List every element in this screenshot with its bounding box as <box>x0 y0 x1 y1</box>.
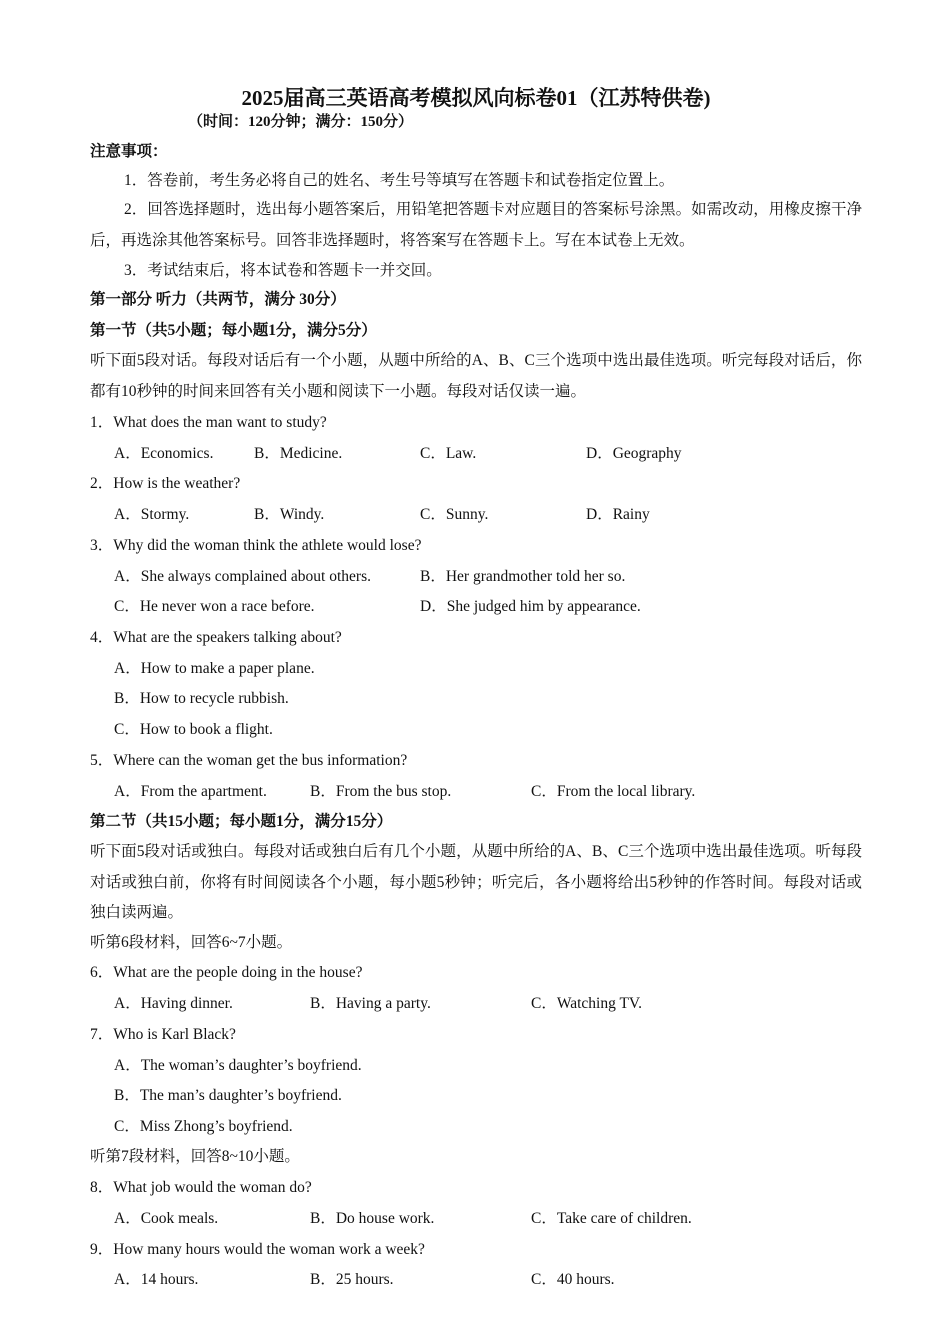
q3-option-d: D．She judged him by appearance. <box>420 598 641 615</box>
question-2-stem: 2．How is the weather? <box>90 475 241 492</box>
note-item-1: 1．答卷前，考生务必将自己的姓名、考生号等填写在答题卡和试卷指定位置上。 <box>124 172 675 189</box>
exam-subtitle: （时间：120分钟；满分：150分） <box>188 114 414 130</box>
question-8-stem: 8．What job would the woman do? <box>90 1179 312 1196</box>
question-6-stem: 6．What are the people doing in the house? <box>90 964 363 981</box>
q2-option-a: A．Stormy. <box>114 506 190 523</box>
q9-option-a: A．14 hours. <box>114 1271 199 1288</box>
note-item-3: 3．考试结束后，将本试卷和答题卡一并交回。 <box>124 262 442 279</box>
q7-option-a: A．The woman’s daughter’s boyfriend. <box>114 1057 362 1074</box>
question-3-stem: 3．Why did the woman think the athlete would lose? <box>90 537 422 554</box>
exam-title: 2025届高三英语高考模拟风向标卷01（江苏特供卷) <box>241 86 711 110</box>
q1-option-b: B．Medicine. <box>254 445 343 462</box>
q3-option-a: A．She always complained about others. <box>114 568 371 585</box>
q6-option-a: A．Having dinner. <box>114 995 233 1012</box>
question-1-stem: 1．What does the man want to study? <box>90 414 327 431</box>
q4-option-c: C．How to book a flight. <box>114 721 273 738</box>
question-9-stem: 9．How many hours would the woman work a week? <box>90 1241 425 1258</box>
part1-heading: 第一部分 听力（共两节，满分 30分） <box>90 291 346 308</box>
q8-option-b: B．Do house work. <box>310 1210 435 1227</box>
question-5-stem: 5．Where can the woman get the bus information? <box>90 752 408 769</box>
q4-option-b: B．How to recycle rubbish. <box>114 690 289 707</box>
q9-option-b: B．25 hours. <box>310 1271 394 1288</box>
note-item-2: 2．回答选择题时，选出每小题答案后，用铅笔把答题卡对应题目的答案标号涂黑。如需改动，用橡皮擦干净后，再选涂其他答案标号。回答非选择题时，将答案写在答题卡上。写在本试卷上无效。 <box>90 201 862 249</box>
q3-option-b: B．Her grandmother told her so. <box>420 568 626 585</box>
section1-heading: 第一节（共5小题；每小题1分，满分5分） <box>90 322 377 339</box>
q7-option-c: C．Miss Zhong’s boyfriend. <box>114 1118 293 1135</box>
section2-instruction: 听下面5段对话或独白。每段对话或独白后有几个小题，从题中所给的A、B、C三个选项中选出最佳选项。听每段对话或独白前，你将有时间阅读各个小题，每小题5秒钟；听完后，各小题将给出5秒钟的作答时间。每段对话或独白读两遍。 <box>90 843 862 921</box>
q9-option-c: C．40 hours. <box>531 1271 615 1288</box>
material-7-note: 听第7段材料，回答8~10小题。 <box>90 1148 300 1165</box>
section2-heading: 第二节（共15小题；每小题1分，满分15分） <box>90 813 393 830</box>
q2-option-b: B．Windy. <box>254 506 325 523</box>
notes-heading: 注意事项： <box>90 143 168 160</box>
q5-option-c: C．From the local library. <box>531 783 696 800</box>
q2-option-d: D．Rainy <box>586 506 650 523</box>
q7-option-b: B．The man’s daughter’s boyfriend. <box>114 1087 342 1104</box>
question-4-stem: 4．What are the speakers talking about? <box>90 629 342 646</box>
material-6-note: 听第6段材料，回答6~7小题。 <box>90 934 293 951</box>
section1-instruction: 听下面5段对话。每段对话后有一个小题，从题中所给的A、B、C三个选项中选出最佳选项。听完每段对话后，你都有10秒钟的时间来回答有关小题和阅读下一小题。每段对话仅读一遍。 <box>90 352 862 400</box>
q4-option-a: A．How to make a paper plane. <box>114 660 315 677</box>
q8-option-c: C．Take care of children. <box>531 1210 692 1227</box>
q6-option-b: B．Having a party. <box>310 995 431 1012</box>
q2-option-c: C．Sunny. <box>420 506 489 523</box>
q1-option-c: C．Law. <box>420 445 477 462</box>
q6-option-c: C．Watching TV. <box>531 995 642 1012</box>
q1-option-d: D．Geography <box>586 445 682 462</box>
question-7-stem: 7．Who is Karl Black? <box>90 1026 236 1043</box>
q1-option-a: A．Economics. <box>114 445 214 462</box>
q5-option-a: A．From the apartment. <box>114 783 267 800</box>
q3-option-c: C．He never won a race before. <box>114 598 315 615</box>
q8-option-a: A．Cook meals. <box>114 1210 219 1227</box>
q5-option-b: B．From the bus stop. <box>310 783 452 800</box>
